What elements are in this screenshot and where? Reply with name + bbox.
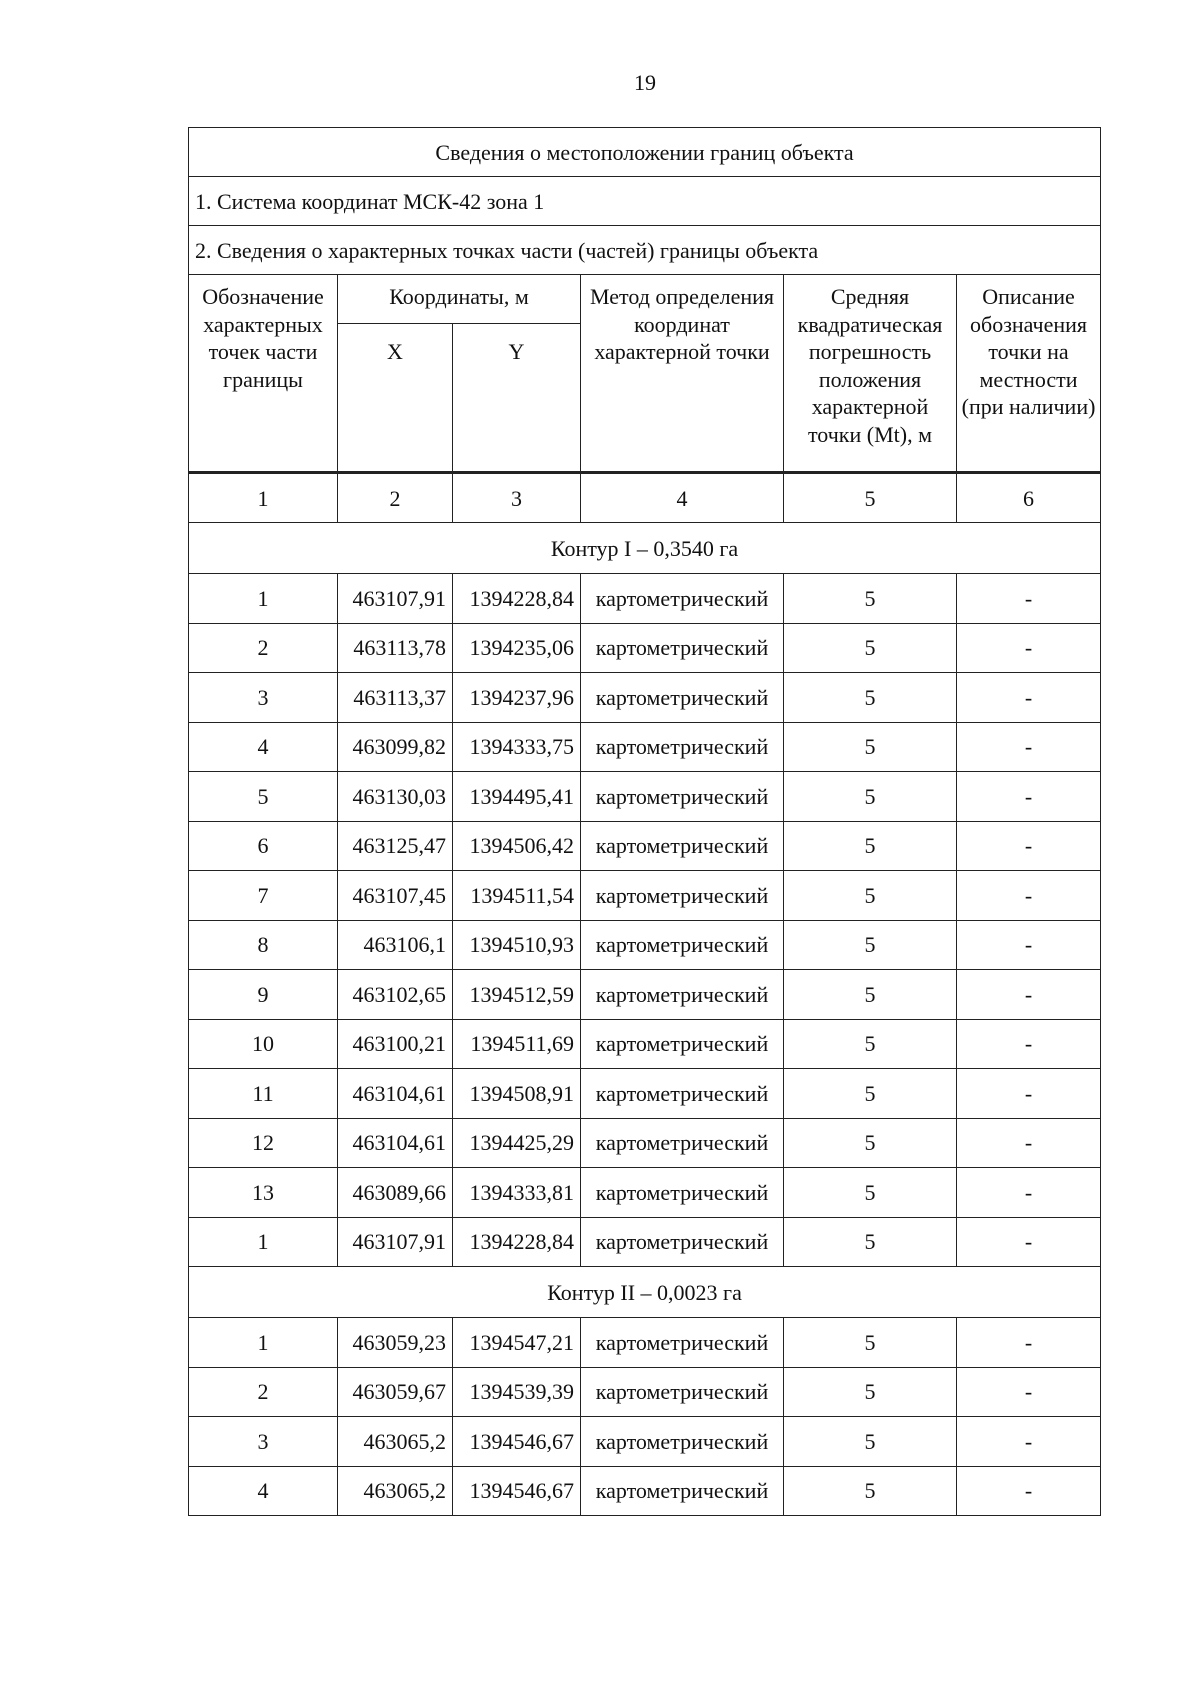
- coord-x: 463099,82: [338, 722, 453, 772]
- coord-x: 463125,47: [338, 821, 453, 871]
- method: картометрический: [581, 623, 784, 673]
- point-number: 4: [189, 722, 338, 772]
- method: картометрический: [581, 1019, 784, 1069]
- coord-y: 1394512,59: [453, 970, 581, 1020]
- contour-title: Контур I – 0,3540 га: [189, 523, 1101, 574]
- table-row: [189, 1217, 1101, 1267]
- table-row: [189, 1466, 1101, 1516]
- mean-error: 5: [784, 623, 957, 673]
- header-method: Метод определения координат характерной точки: [581, 275, 784, 473]
- method: картометрический: [581, 821, 784, 871]
- mean-error: 5: [784, 574, 957, 624]
- coord-x: 463059,67: [338, 1367, 453, 1417]
- method: картометрический: [581, 1318, 784, 1368]
- table-row: [189, 920, 1101, 970]
- table-row: [189, 1168, 1101, 1218]
- coord-x: 463089,66: [338, 1168, 453, 1218]
- section-title: 2. Сведения о характерных точках части (частей) границы объекта: [189, 226, 1101, 275]
- coord-y: 1394511,69: [453, 1019, 581, 1069]
- coord-y: 1394235,06: [453, 623, 581, 673]
- point-number: 3: [189, 673, 338, 723]
- column-number: 5: [784, 473, 957, 523]
- column-number: 2: [338, 473, 453, 523]
- mean-error: 5: [784, 1417, 957, 1467]
- coord-x: 463113,37: [338, 673, 453, 723]
- point-number: 9: [189, 970, 338, 1020]
- table-row: [189, 1019, 1101, 1069]
- point-description: -: [957, 1019, 1101, 1069]
- point-description: -: [957, 1367, 1101, 1417]
- point-description: -: [957, 821, 1101, 871]
- column-number: 3: [453, 473, 581, 523]
- header-x: X: [338, 324, 453, 473]
- point-description: -: [957, 574, 1101, 624]
- method: картометрический: [581, 970, 784, 1020]
- table-row: [189, 970, 1101, 1020]
- mean-error: 5: [784, 1367, 957, 1417]
- point-number: 10: [189, 1019, 338, 1069]
- coord-x: 463106,1: [338, 920, 453, 970]
- coord-x: 463107,45: [338, 871, 453, 921]
- coord-y: 1394511,54: [453, 871, 581, 921]
- point-description: -: [957, 970, 1101, 1020]
- contour-title: Контур II – 0,0023 га: [189, 1267, 1101, 1318]
- point-number: 1: [189, 1217, 338, 1267]
- coord-x: 463130,03: [338, 772, 453, 822]
- point-description: -: [957, 871, 1101, 921]
- table-row: [189, 1069, 1101, 1119]
- coord-y: 1394228,84: [453, 574, 581, 624]
- coord-x: 463102,65: [338, 970, 453, 1020]
- header-error: Средняя квадратическая погрешность положения характерной точки (Mt), м: [784, 275, 957, 473]
- point-number: 12: [189, 1118, 338, 1168]
- coordinate-system: 1. Система координат МСК-42 зона 1: [189, 177, 1101, 226]
- coord-x: 463065,2: [338, 1466, 453, 1516]
- table-row: [189, 574, 1101, 624]
- point-description: -: [957, 673, 1101, 723]
- table-row: [189, 1318, 1101, 1368]
- coord-y: 1394506,42: [453, 821, 581, 871]
- coord-y: 1394539,39: [453, 1367, 581, 1417]
- contour-header-row: [189, 1267, 1101, 1318]
- coord-x: 463107,91: [338, 1217, 453, 1267]
- point-description: -: [957, 772, 1101, 822]
- mean-error: 5: [784, 970, 957, 1020]
- coord-y: 1394333,75: [453, 722, 581, 772]
- mean-error: 5: [784, 673, 957, 723]
- point-description: -: [957, 1318, 1101, 1368]
- table-row: [189, 1118, 1101, 1168]
- point-number: 1: [189, 1318, 338, 1368]
- mean-error: 5: [784, 1019, 957, 1069]
- column-numbers-row: [189, 473, 1101, 523]
- header-coordinates: Координаты, м: [338, 275, 581, 324]
- mean-error: 5: [784, 1466, 957, 1516]
- point-description: -: [957, 1217, 1101, 1267]
- point-description: -: [957, 623, 1101, 673]
- coord-y: 1394228,84: [453, 1217, 581, 1267]
- point-number: 3: [189, 1417, 338, 1467]
- table-row: [189, 1417, 1101, 1467]
- table-row: [189, 871, 1101, 921]
- point-number: 8: [189, 920, 338, 970]
- point-description: -: [957, 1417, 1101, 1467]
- coord-y: 1394237,96: [453, 673, 581, 723]
- point-number: 2: [189, 1367, 338, 1417]
- point-number: 1: [189, 574, 338, 624]
- column-number: 6: [957, 473, 1101, 523]
- header-designation: Обозначение характерных точек части границы: [189, 275, 338, 473]
- mean-error: 5: [784, 1168, 957, 1218]
- method: картометрический: [581, 1168, 784, 1218]
- method: картометрический: [581, 722, 784, 772]
- coord-x: 463107,91: [338, 574, 453, 624]
- method: картометрический: [581, 920, 784, 970]
- method: картометрический: [581, 871, 784, 921]
- point-description: -: [957, 920, 1101, 970]
- page-number: 19: [634, 70, 656, 95]
- point-number: 2: [189, 623, 338, 673]
- mean-error: 5: [784, 1217, 957, 1267]
- coord-y: 1394495,41: [453, 772, 581, 822]
- coord-y: 1394425,29: [453, 1118, 581, 1168]
- method: картометрический: [581, 1417, 784, 1467]
- mean-error: 5: [784, 920, 957, 970]
- coord-x: 463065,2: [338, 1417, 453, 1467]
- boundary-coordinates-table: [188, 127, 1101, 1516]
- table-row: [189, 821, 1101, 871]
- coord-y: 1394547,21: [453, 1318, 581, 1368]
- table-row: [189, 1367, 1101, 1417]
- method: картометрический: [581, 1118, 784, 1168]
- method: картометрический: [581, 772, 784, 822]
- table-row: [189, 722, 1101, 772]
- coord-y: 1394546,67: [453, 1417, 581, 1467]
- point-description: -: [957, 1466, 1101, 1516]
- method: картометрический: [581, 673, 784, 723]
- point-number: 6: [189, 821, 338, 871]
- coord-x: 463100,21: [338, 1019, 453, 1069]
- mean-error: 5: [784, 722, 957, 772]
- mean-error: 5: [784, 772, 957, 822]
- coord-y: 1394333,81: [453, 1168, 581, 1218]
- method: картометрический: [581, 1069, 784, 1119]
- table-row: [189, 673, 1101, 723]
- point-description: -: [957, 1069, 1101, 1119]
- mean-error: 5: [784, 821, 957, 871]
- table-row: [189, 623, 1101, 673]
- mean-error: 5: [784, 1118, 957, 1168]
- coord-x: 463059,23: [338, 1318, 453, 1368]
- mean-error: 5: [784, 1318, 957, 1368]
- coord-y: 1394510,93: [453, 920, 581, 970]
- method: картометрический: [581, 1217, 784, 1267]
- mean-error: 5: [784, 871, 957, 921]
- coord-x: 463104,61: [338, 1118, 453, 1168]
- point-description: -: [957, 722, 1101, 772]
- point-number: 7: [189, 871, 338, 921]
- mean-error: 5: [784, 1069, 957, 1119]
- contour-header-row: [189, 523, 1101, 574]
- method: картометрический: [581, 1367, 784, 1417]
- coord-y: 1394508,91: [453, 1069, 581, 1119]
- table-title: Сведения о местоположении границ объекта: [189, 128, 1101, 177]
- point-description: -: [957, 1118, 1101, 1168]
- point-number: 11: [189, 1069, 338, 1119]
- point-description: -: [957, 1168, 1101, 1218]
- header-y: Y: [453, 324, 581, 473]
- table-row: [189, 772, 1101, 822]
- coord-y: 1394546,67: [453, 1466, 581, 1516]
- point-number: 4: [189, 1466, 338, 1516]
- coord-x: 463104,61: [338, 1069, 453, 1119]
- column-number: 1: [189, 473, 338, 523]
- point-number: 13: [189, 1168, 338, 1218]
- header-description: Описание обозначения точки на местности (при наличии): [957, 275, 1101, 473]
- point-number: 5: [189, 772, 338, 822]
- method: картометрический: [581, 1466, 784, 1516]
- coord-x: 463113,78: [338, 623, 453, 673]
- column-number: 4: [581, 473, 784, 523]
- method: картометрический: [581, 574, 784, 624]
